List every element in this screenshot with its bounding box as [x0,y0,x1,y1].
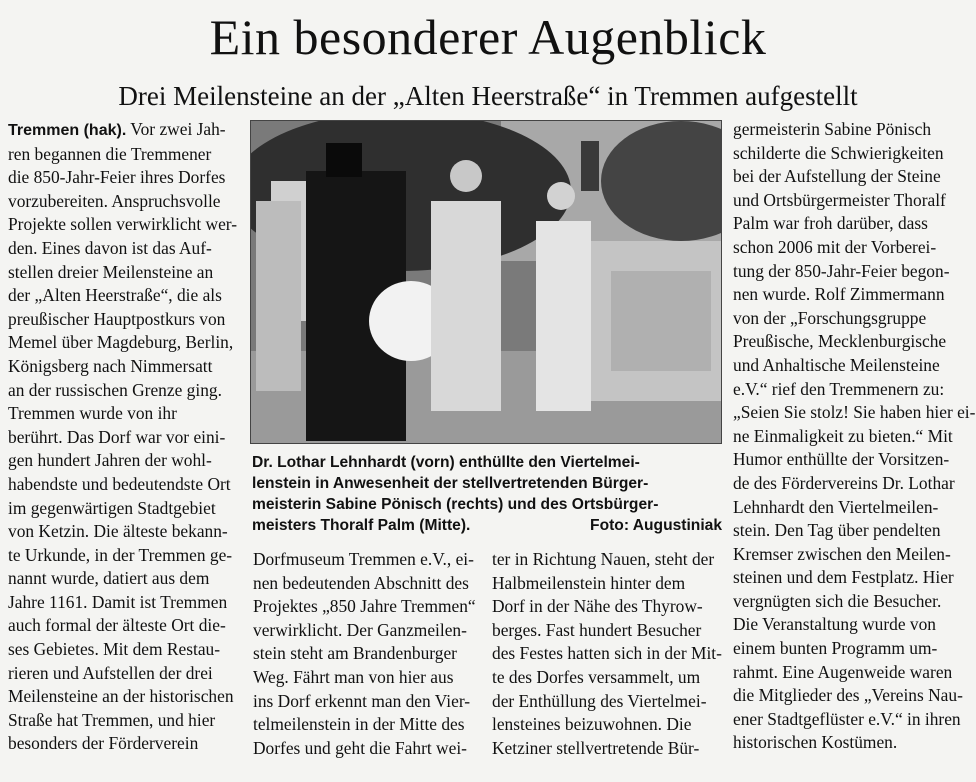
article-line: Palm war froh darüber, dass [733,213,928,234]
article-column-4 [733,118,976,755]
article-line: Humor enthüllte der Vorsitzen- [733,449,950,470]
article-line: der Enthüllung des Viertelmei- [492,690,707,711]
article-column-2 [253,548,480,760]
article-line: bei der Aufstellung der Steine [733,166,941,187]
article-line: tung der 850-Jahr-Feier begon- [733,260,950,281]
article-line: berührt. Das Dorf war vor eini- [8,426,226,447]
article-line: ins Dorf erkennt man den Vier- [253,690,471,711]
article-line: berges. Fast hundert Besucher [492,619,702,640]
article-line: steinen und dem Festplatz. Hier [733,567,954,588]
article-line: Projektes „850 Jahre Tremmen“ [253,596,476,617]
author-dateline: Tremmen (hak). [8,122,127,139]
article-line: besonders der Förderverein [8,733,199,754]
article-line: Meilensteine an der historischen [8,686,234,707]
article-line: stein. Den Tag über pendelten [733,520,941,541]
article-line: stellen dreier Meilensteine an [8,261,214,282]
article-line: Preußische, Mecklenburgische [733,331,947,352]
article-line: schon 2006 mit der Vorberei- [733,236,937,257]
article-line: ren begannen die Tremmener [8,143,212,164]
article-line: und Ortsbürgermeister Thoralf [733,189,946,210]
photo-image [251,121,721,443]
photo-caption [252,452,722,536]
article-line: gen hundert Jahren der wohl- [8,450,212,471]
article-line: von Ketzin. Die älteste bekann- [8,521,228,542]
article-line: und Anhaltische Meilensteine [733,354,940,375]
caption-line: meisters Thoralf Palm (Mitte). [252,517,471,534]
article-line: nannt wurde, datiert aus dem [8,568,210,589]
article-line: die 850-Jahr-Feier ihres Dorfes [8,167,226,188]
article-line: Projekte sollen verwirklicht wer- [8,214,238,235]
article-line [8,118,244,143]
article-line: Weg. Fährt man von hier aus [253,666,454,687]
article-line: stein steht am Brandenburger [253,643,457,664]
caption-line-last [252,515,722,536]
headline: Ein besonderer Augenblick [209,9,767,65]
caption-line: meisterin Sabine Pönisch (rechts) und des Ortsbürger- [252,496,659,513]
article-line: e.V.“ rief den Tremmenern zu: [733,378,945,399]
article-line: Dorfes und geht die Fahrt wei- [253,737,467,758]
article-line: ses Gebietes. Mit dem Restau- [8,639,221,660]
article-photo [250,120,722,444]
article-line: de des Fördervereins Dr. Lothar [733,472,955,493]
article-line: verwirklicht. Der Ganzmeilen- [253,619,467,640]
article-line: habendste und bedeutendste Ort [8,473,231,494]
article-line: Jahre 1161. Damit ist Tremmen [8,591,228,612]
caption-line: Dr. Lothar Lehnhardt (vorn) enthüllte den Viertelmei- [252,454,640,471]
article-line: Dorf in der Nähe des Thyrow- [492,596,703,617]
article-column-3 [492,548,722,760]
article-line: Straße hat Tremmen, und hier [8,709,216,730]
article-line: Tremmen wurde von ihr [8,403,177,424]
article-line: ener Stadtgeflüster e.V.“ in ihren [733,708,961,729]
article-line: rieren und Aufstellen der drei [8,662,213,683]
article-line: Halbmeilenstein hinter dem [492,572,686,593]
article-line: Königsberg nach Nimmersatt [8,355,213,376]
article-line-text: Vor zwei Jah- [126,119,226,139]
article-line: nen wurde. Rolf Zimmermann [733,284,945,305]
article-line: historischen Kostümen. [733,732,898,753]
article-line: telmeilenstein in der Mitte des [253,714,465,735]
subheadline: Drei Meilensteine an der „Alten Heerstraße“ in Tremmen aufgestellt [118,81,858,111]
article-line: schilderte die Schwierigkeiten [733,142,944,163]
article-line: einem bunten Programm um- [733,638,938,659]
article-line: die Mitglieder des „Vereins Nau- [733,685,963,706]
article-line: den. Eines davon ist das Auf- [8,237,212,258]
article-line: ter in Richtung Nauen, steht der [492,549,715,569]
article-column-1 [8,118,244,756]
article-line: ne Einmaligkeit zu bieten.“ Mit [733,425,953,446]
article-line: te des Dorfes versammelt, um [492,666,701,687]
article-line: germeisterin Sabine Pönisch [733,119,932,139]
article-line: Ketziner stellvertretende Bür- [492,737,700,758]
article-line: von der „Forschungsgruppe [733,307,927,328]
article-line: te Urkunde, in der Tremmen ge- [8,544,233,565]
article-line: vorzubereiten. Anspruchsvolle [8,190,221,211]
article-line: preußischer Hauptpostkurs von [8,308,226,329]
article-line: Kremser zwischen den Meilen- [733,543,951,564]
article-line: rahmt. Eine Augenweide waren [733,661,953,682]
article-line: Memel über Magdeburg, Berlin, [8,332,234,353]
article-line: „Seien Sie stolz! Sie haben hier ei- [733,402,976,423]
article-line: Dorfmuseum Tremmen e.V., ei- [253,549,474,569]
article-line: vergnügten sich die Besucher. [733,590,942,611]
article-line: auch formal der älteste Ort die- [8,615,226,636]
article-line: Die Veranstaltung wurde von [733,614,937,635]
article-line: nen bedeutenden Abschnitt des [253,572,469,593]
photo-credit: Foto: Augustiniak [590,517,722,534]
article-line: des Festes hatten sich in der Mit- [492,643,722,664]
article-line: im gegenwärtigen Stadtgebiet [8,497,216,518]
article-line: der „Alten Heerstraße“, die als [8,285,222,306]
article-line: lensteines beizuwohnen. Die [492,714,692,735]
article-line: Lehnhardt den Viertelmeilen- [733,496,939,517]
caption-line: lenstein in Anwesenheit der stellvertretenden Bürger- [252,475,649,492]
article-line: an der russischen Grenze ging. [8,379,222,400]
